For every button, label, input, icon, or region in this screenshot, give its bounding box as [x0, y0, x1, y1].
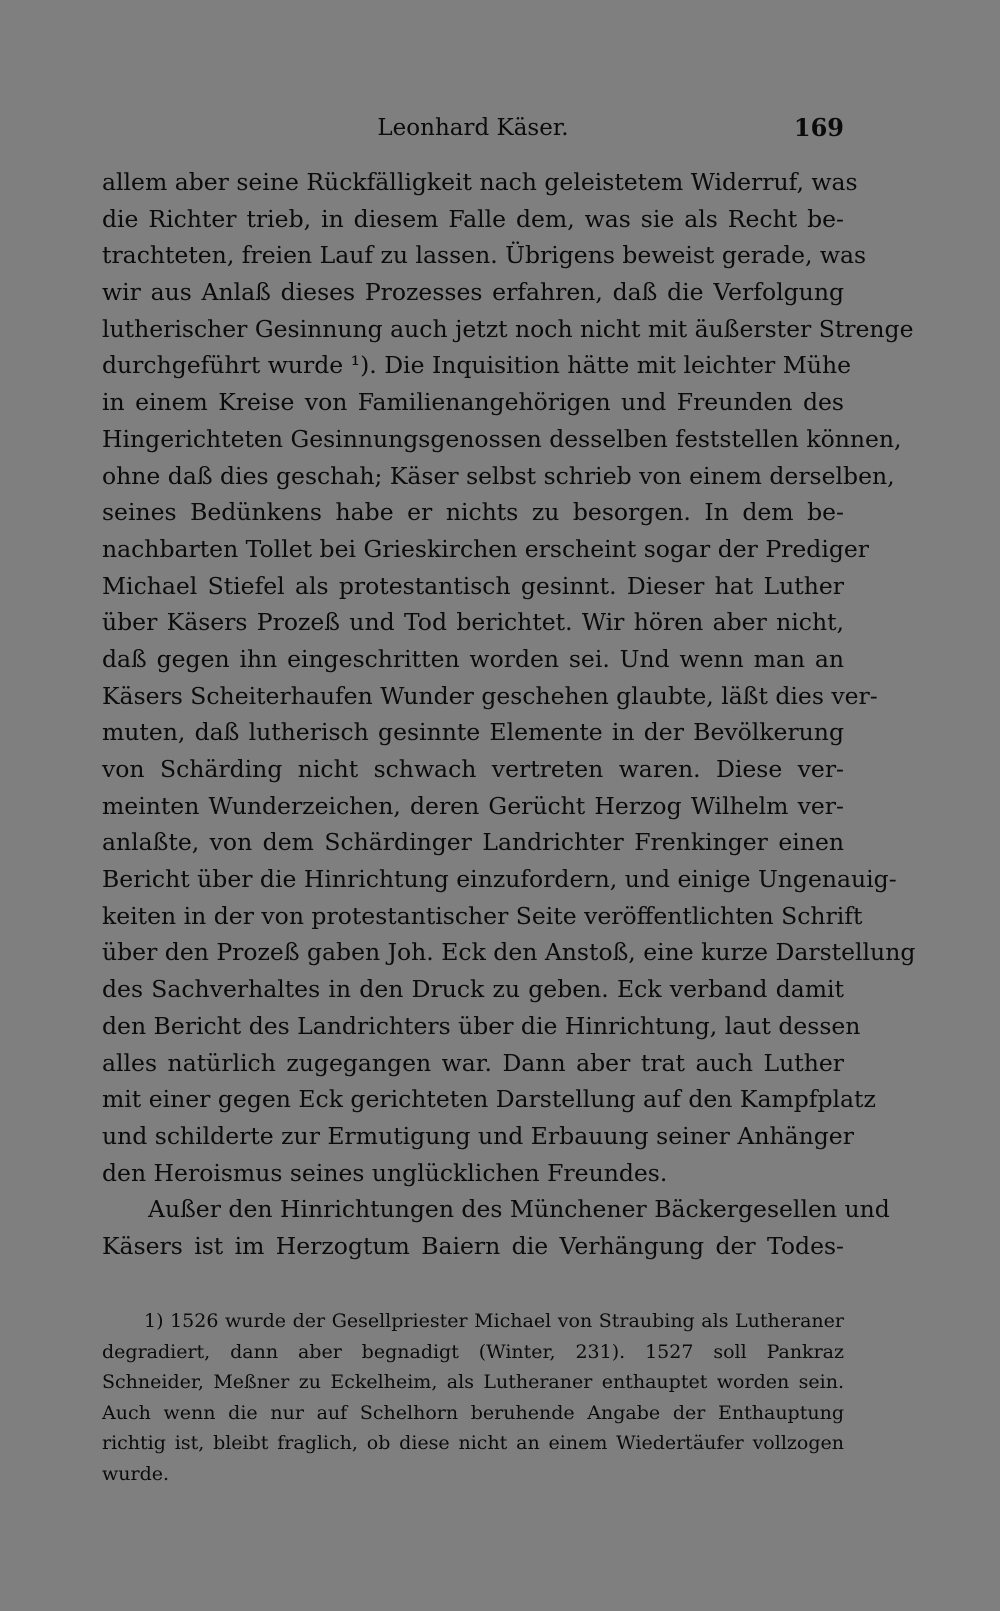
body-line: Hingerichteten Gesinnungsgenossen desselben feststellen können,: [102, 424, 902, 453]
body-text: [102, 164, 916, 1265]
body-line: Bericht über die Hinrichtung einzufordern, und einige Ungenauig-: [102, 865, 897, 894]
body-line: den Heroismus seines unglücklichen Freundes.: [102, 1158, 668, 1187]
body-line: mit einer gegen Eck gerichteten Darstellung auf den Kampfplatz: [102, 1085, 876, 1114]
body-line: durchgeführt wurde ¹). Die Inquisition hätte mit leichter Mühe: [102, 351, 851, 380]
body-line: meinten Wunderzeichen, deren Gerücht Herzog Wilhelm ver-: [102, 791, 844, 820]
footnote-line: Auch wenn die nur auf Schelhorn beruhende Angabe der Enthauptung: [102, 1401, 844, 1424]
footnote-line: wurde.: [102, 1462, 170, 1485]
running-head: [102, 108, 844, 148]
running-title: Leonhard Käser.: [377, 115, 569, 141]
footnotes: [102, 1306, 844, 1489]
body-line: des Sachverhaltes in den Druck zu geben. Eck verband damit: [102, 975, 844, 1004]
body-line: von Schärding nicht schwach vertreten waren. Diese ver-: [102, 755, 844, 783]
body-line: Käsers ist im Herzogtum Baiern die Verhängung der Todes-: [102, 1231, 844, 1260]
page-number: 169: [793, 113, 844, 142]
footnote-line: richtig ist, bleibt fraglich, ob diese nicht an einem Wiedertäufer vollzogen: [102, 1432, 844, 1454]
body-line: über Käsers Prozeß und Tod berichtet. Wir hören aber nicht,: [102, 608, 844, 637]
body-line: in einem Kreise von Familienangehörigen und Freunden des: [102, 388, 844, 417]
body-line: Käsers Scheiterhaufen Wunder geschehen glaubte, läßt dies ver-: [102, 681, 878, 710]
body-line: nachbarten Tollet bei Grieskirchen erscheint sogar der Prediger: [102, 534, 870, 563]
body-line: wir aus Anlaß dieses Prozesses erfahren, daß die Verfolgung: [102, 278, 844, 307]
body-line: allem aber seine Rückfälligkeit nach geleistetem Widerruf, was: [102, 168, 858, 196]
body-line: den Bericht des Landrichters über die Hinrichtung, laut dessen: [102, 1011, 861, 1040]
body-line: anlaßte, von dem Schärdinger Landrichter Frenkinger einen: [102, 828, 844, 857]
body-line: trachteten, freien Lauf zu lassen. Übrigens beweist gerade, was: [102, 241, 867, 270]
footnote-line: 1) 1526 wurde der Gesellpriester Michael von Straubing als Lutheraner: [144, 1310, 844, 1332]
body-line: daß gegen ihn eingeschritten worden sei. Und wenn man an: [102, 644, 844, 673]
body-line: Michael Stiefel als protestantisch gesinnt. Dieser hat Luther: [102, 571, 844, 600]
body-line: über den Prozeß gaben Joh. Eck den Anstoß, eine kurze Darstellung: [102, 938, 916, 967]
body-line: die Richter trieb, in diesem Falle dem, was sie als Recht be-: [102, 204, 844, 233]
footnote-line: Schneider, Meßner zu Eckelheim, als Lutheraner enthauptet worden sein.: [102, 1371, 844, 1393]
footnote-line: degradiert, dann aber begnadigt (Winter, 231). 1527 soll Pankraz: [102, 1340, 844, 1363]
body-line: alles natürlich zugegangen war. Dann aber trat auch Luther: [102, 1048, 844, 1077]
body-line: Außer den Hinrichtungen des Münchener Bäckergesellen und: [148, 1195, 890, 1224]
body-line: und schilderte zur Ermutigung und Erbauung seiner Anhänger: [102, 1121, 854, 1150]
body-line: lutherischer Gesinnung auch jetzt noch nicht mit äußerster Strenge: [102, 314, 914, 343]
body-line: keiten in der von protestantischer Seite veröffentlichten Schrift: [102, 901, 863, 930]
body-line: ohne daß dies geschah; Käser selbst schrieb von einem derselben,: [102, 461, 895, 490]
body-line: muten, daß lutherisch gesinnte Elemente in der Bevölkerung: [102, 718, 844, 747]
body-line: seines Bedünkens habe er nichts zu besorgen. In dem be-: [102, 498, 844, 527]
